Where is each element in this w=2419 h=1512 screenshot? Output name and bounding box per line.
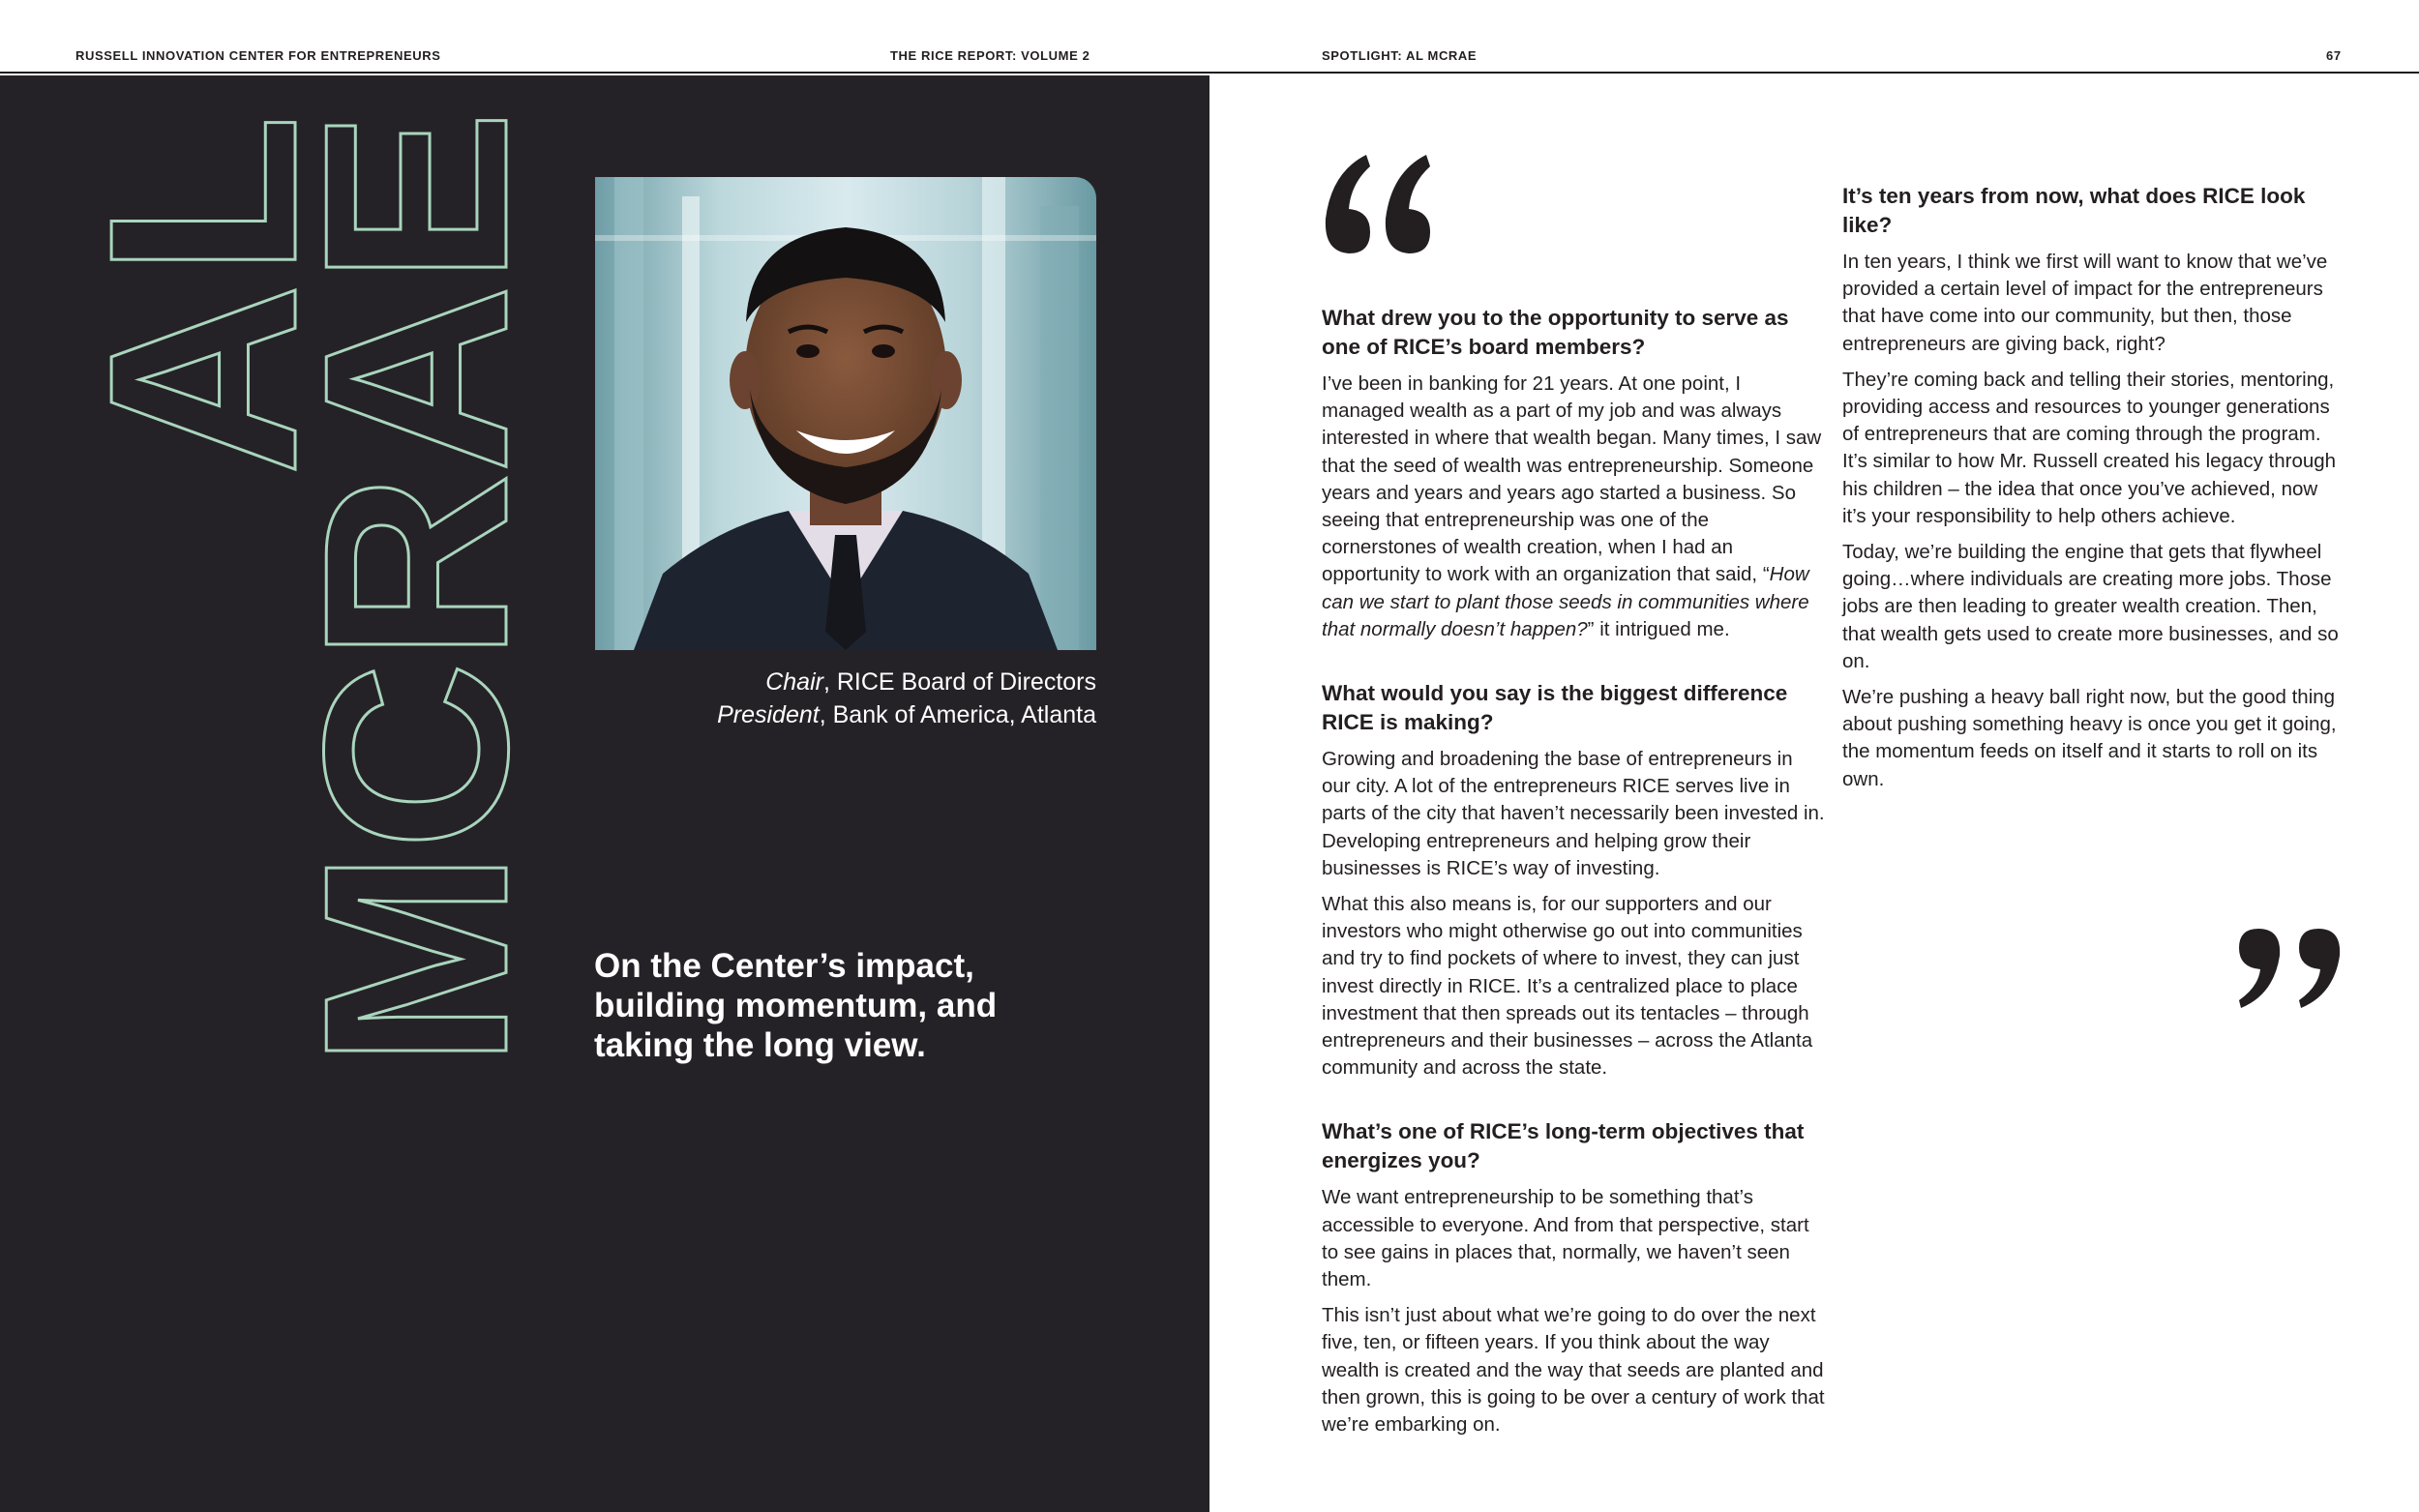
- open-quote-icon: [1320, 145, 1432, 259]
- tagline-line-1: On the Center’s impact,: [594, 947, 974, 985]
- answer-2-paragraph-2: What this also means is, for our supporters and our investors who might otherwise go out into communities and try to find pockets of where to invest, they can just invest directly in RICE. It’s a centralized place to place investment that then spreads out its tentacles – through entrepreneurs and their businesses – across the Atlanta community and across the state.: [1322, 893, 1813, 1080]
- answer-4-paragraph-2: They’re coming back and telling their stories, mentoring, providing access and resources to younger generations of entrepreneurs that are coming through the program. It’s similar to how Mr. Russell created his legacy through his children – the idea that once you’ve achieved, now it’s your responsibility to help others achieve.: [1842, 368, 2337, 527]
- role2-org: , Bank of America, Atlanta: [819, 701, 1096, 728]
- answer-3-paragraph-1: We want entrepreneurship to be something that’s accessible to everyone. And from that perspective, start to see gains in places that, normally, we haven’t seen them.: [1322, 1186, 1809, 1291]
- answer-2-paragraph-1: Growing and broadening the base of entrepreneurs in our city. A lot of the entrepreneurs RICE serves live in parts of the city that haven’t necessarily been invested in. Developing entrepreneurs and helping grow their businesses is RICE’s way of investing.: [1322, 748, 1825, 879]
- tagline-line-3: taking the long view.: [594, 1026, 926, 1064]
- caption: [581, 666, 1096, 731]
- role2-title: President: [717, 701, 820, 728]
- question-4: It’s ten years from now, what does RICE look like?: [1842, 184, 2306, 237]
- answer-1: I’ve been in banking for 21 years. At one point, I managed wealth as a part of my job and was always interested in where that wealth began. Many times, I saw that the seed of wealth was entrepreneurship. Someone years and years and years ago started a business. So seeing that entrepreneurship was one of the cornerstones of wealth creation, when I had an opportunity to work with an organization that said, “How can we start to plant those seeds in communities where that normally doesn’t happen?” it intrigued me.: [1322, 372, 1822, 640]
- caption-line-1: [581, 666, 1096, 698]
- interview-column-1: [1322, 304, 1825, 1447]
- answer-4-paragraph-1: In ten years, I think we first will want to know that we’ve provided a certain level of impact for the entrepreneurs that have come into our community, but then, those entrepreneurs are giving back, right?: [1842, 251, 2328, 355]
- portrait-photo: [595, 177, 1096, 650]
- tagline: [594, 946, 1078, 1065]
- header-report-title: THE RICE REPORT: VOLUME 2: [890, 48, 1090, 63]
- first-name-outline: AL: [54, 108, 352, 476]
- tagline-line-2: building momentum, and: [594, 987, 998, 1024]
- answer-4-paragraph-4: We’re pushing a heavy ball right now, but the good thing about pushing something heavy is once you get it going, the momentum feeds on itself and it starts to roll on its own.: [1842, 686, 2337, 790]
- page-number: 67: [2326, 48, 2342, 63]
- header-section: SPOTLIGHT: AL MCRAE: [1322, 48, 1478, 63]
- question-1: What drew you to the opportunity to serve as one of RICE’s board members?: [1322, 306, 1789, 359]
- last-name-outline: MCRAE: [271, 110, 562, 1068]
- question-3: What’s one of RICE’s long-term objectives that energizes you?: [1322, 1119, 1805, 1173]
- question-2: What would you say is the biggest difference RICE is making?: [1322, 681, 1788, 735]
- close-quote-icon: [2235, 927, 2347, 1014]
- role1-title: Chair: [765, 668, 823, 696]
- answer-4-paragraph-3: Today, we’re building the engine that gets that flywheel going…where individuals are creating more jobs. Those jobs are then leading to greater wealth creation. Then, that wealth gets used to create more businesses, and so on.: [1842, 541, 2339, 672]
- role1-org: , RICE Board of Directors: [822, 668, 1096, 696]
- interview-column-2: [1842, 172, 2345, 802]
- answer-3-paragraph-2: This isn’t just about what we’re going to do over the next five, ten, or fifteen years. If you think about the way wealth is created and the way that seeds are planted and then grown, this is going to be over a century of work that we’re embarking on.: [1322, 1304, 1825, 1437]
- caption-line-2: [581, 698, 1096, 731]
- page-header: [0, 0, 2419, 74]
- header-publisher: RUSSELL INNOVATION CENTER FOR ENTREPRENEURS: [75, 48, 441, 63]
